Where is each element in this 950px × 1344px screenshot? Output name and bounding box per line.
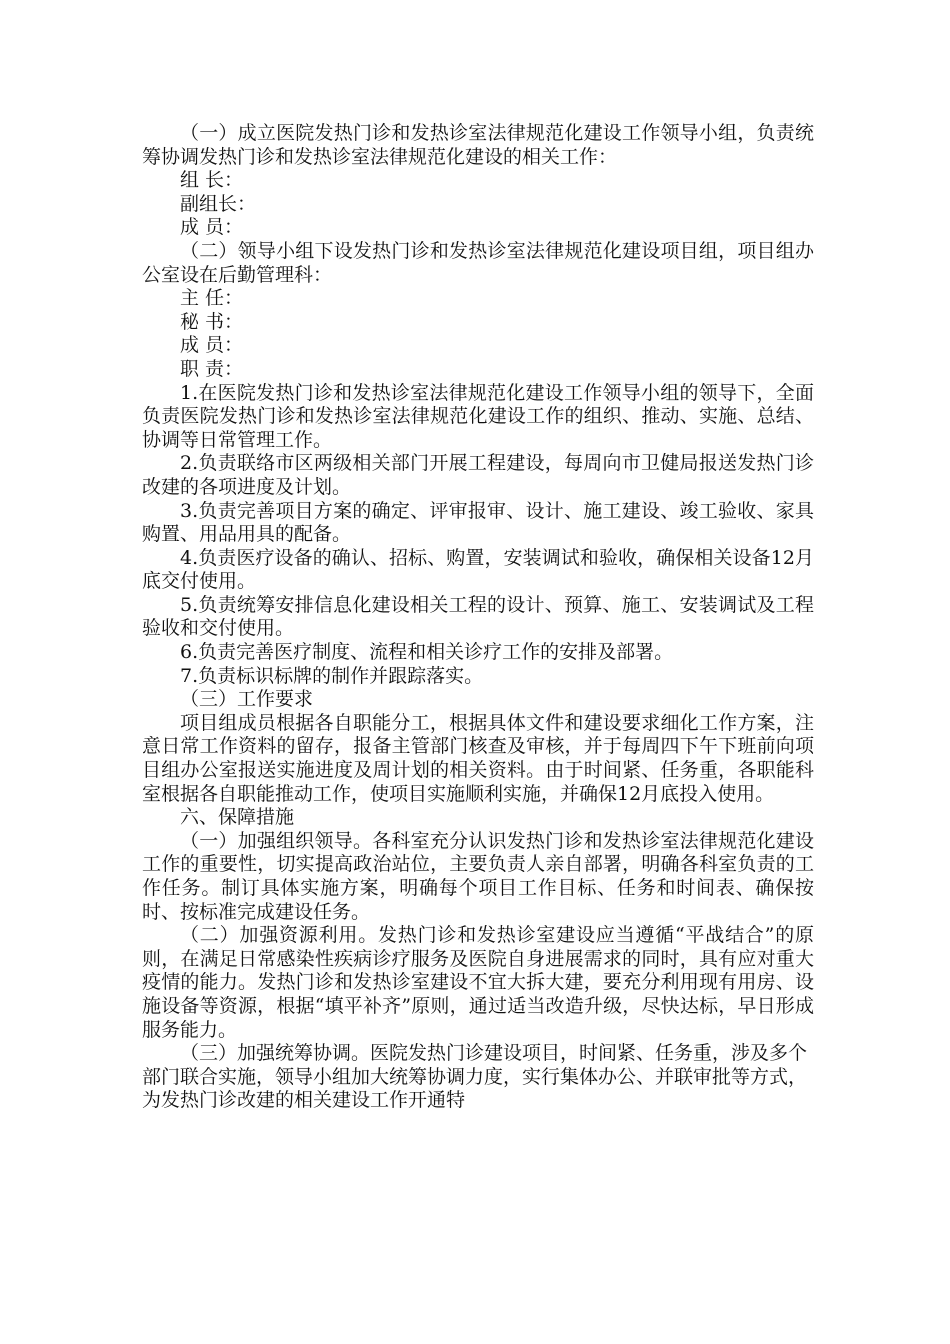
duty-item-5: 5.负责统筹安排信息化建设相关工程的设计、预算、施工、安装调试及工程验收和交付使用。 [142,593,814,640]
duties-line: 职 责： [180,357,244,380]
deputy-leader-line: 副组长： [180,192,257,215]
section-1-heading: （一）成立医院发热门诊和发热诊室法律规范化建设工作领导小组，负责统筹协调发热门诊和发热诊室法律规范化建设的相关工作： [142,122,814,168]
measure-3-paragraph: （三）加强统筹协调。医院发热门诊建设项目，时间紧、任务重，涉及多个部门联合实施，领导小组加大统筹协调力度，实行集体办公、并联审批等方式，为发热门诊改建的相关建设工作开通特 [142,1042,808,1112]
leader-line: 组 长： [180,169,244,192]
document-body [142,122,814,1113]
duty-item-2: 2.负责联络市区两级相关部门开展工程建设，每周向市卫健局报送发热门诊改建的各项进度及计划。 [142,452,814,498]
measure-2-paragraph: （二）加强资源利用。发热门诊和发热诊室建设应当遵循“平战结合”的原则，在满足日常感染性疾病诊疗服务及医院自身进展需求的同时，具有应对重大疫情的能力。发热门诊和发热诊室建设不宜大拆大建，要充分利用现有用房、设施设备等资源，根据“填平补齐”原则，通过适当改造升级，尽快达标，早日形成服务能力。 [142,924,814,1041]
duty-item-1: 1.在医院发热门诊和发热诊室法律规范化建设工作领导小组的领导下，全面负责医院发热门诊和发热诊室法律规范化建设工作的组织、推动、实施、总结、协调等日常管理工作。 [142,381,814,451]
work-requirements-paragraph: 项目组成员根据各自职能分工，根据具体文件和建设要求细化工作方案，注意日常工作资料的留存，报备主管部门核查及审核，并于每周四下午下班前向项目组办公室报送实施进度及周计划的相关资料。由于时间紧、任务重，各职能科室根据各自职能推动工作，使项目实施顺利实施，并确保12月底投入使用。 [142,711,814,805]
director-line: 主 任： [180,287,244,310]
duty-item-4: 4.负责医疗设备的确认、招标、购置，安装调试和验收，确保相关设备12月底交付使用。 [142,546,814,593]
measure-1-paragraph: （一）加强组织领导。各科室充分认识发热门诊和发热诊室法律规范化建设工作的重要性，切实提高政治站位，主要负责人亲自部署，明确各科室负责的工作任务。制订具体实施方案，明确每个项目工作目标、任务和时间表、确保按时、按标准完成建设任务。 [142,829,814,923]
duty-item-6: 6.负责完善医疗制度、流程和相关诊疗工作的安排及部署。 [180,641,674,664]
duty-item-3: 3.负责完善项目方案的确定、评审报审、设计、施工建设、竣工验收、家具购置、用品用具的配备。 [142,499,814,546]
project-members-line: 成 员： [180,334,244,357]
section-2-heading: （二）领导小组下设发热门诊和发热诊室法律规范化建设项目组，项目组办公室设在后勤管理科： [142,239,814,286]
section-3-heading: （三）工作要求 [180,688,314,711]
members-line: 成 员： [180,216,244,239]
section-six-heading: 六、保障措施 [180,806,295,829]
duty-item-7: 7.负责标识标牌的制作并跟踪落实。 [180,664,484,687]
secretary-line: 秘 书： [180,310,244,333]
